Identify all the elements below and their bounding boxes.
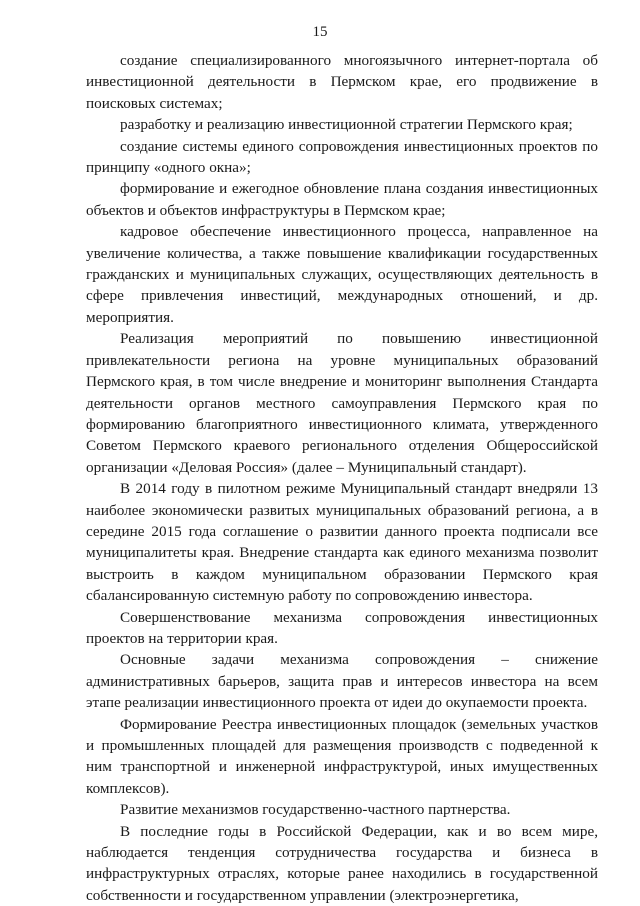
paragraph-sites-registry: Формирование Реестра инвестиционных площадок (земельных участков и промышленных площадей для размещения производств с подведенной к ним транспортной и инженерной инфраструктурой, иных имущественных комплексов). (86, 715, 598, 797)
document-body (86, 50, 598, 906)
paragraph-one-window: создание системы единого сопровождения инвестиционных проектов по принципу «одного окна»; (86, 137, 598, 177)
page-number: 15 (312, 24, 328, 40)
paragraph-pilot-2014: В 2014 году в пилотном режиме Муниципальный стандарт внедряли 13 наиболее экономически развитых муниципальных образований региона, а в середине 2015 года соглашение о развитии данного проекта подписали все муниципалитеты края. Внедрение стандарта как единого механизма позволит выстроить в каждом муниципальном образовании Пермского края сбалансированную системную работу по сопровождению инвестора. (86, 480, 598, 605)
paragraph-support-mechanism: Совершенствование механизма сопровождения инвестиционных проектов на территории края. (86, 608, 598, 647)
paragraph-recent-years: В последние годы в Российской Федерации, как и во всем мире, наблюдается тенденция сотрудничества государства и бизнеса в инфраструктурных отраслях, которые ранее находились в государственной собственности и государственном управлении (электроэнергетика, (86, 822, 598, 904)
paragraph-strategy: разработку и реализацию инвестиционной стратегии Пермского края; (120, 116, 573, 134)
paragraph-main-tasks: Основные задачи механизма сопровождения – снижение административных барьеров, защита прав и интересов инвестора на всем этапе реализации инвестиционного проекта от идеи до окупаемости проекта. (86, 651, 598, 712)
paragraph-portal: создание специализированного многоязычного интернет-портала об инвестиционной деятельности в Пермском крае, его продвижение в поисковых системах; (86, 52, 598, 112)
paragraph-ppp: Развитие механизмов государственно-частного партнерства. (120, 801, 511, 819)
paragraph-infrastructure-plan: формирование и ежегодное обновление плана создания инвестиционных объектов и объектов инфраструктуры в Пермском крае; (86, 180, 598, 219)
paragraph-municipal-standard: Реализация мероприятий по повышению инвестиционной привлекательности региона на уровне муниципальных образований Пермского края, в том числе внедрение и мониторинг выполнения Стандарта деятельности органов местного самоуправления Пермского края по формированию благоприятного инвестиционного климата, утвержденного Советом Пермского краевого регионального отделения Общероссийской организации «Деловая Россия» (далее – Муниципальный стандарт). (86, 330, 598, 476)
paragraph-staffing: кадровое обеспечение инвестиционного процесса, направленное на увеличение количества, а также повышение квалификации государственных гражданских и муниципальных служащих, осуществляющих деятельность в сфере привлечения инвестиций, международных отношений, и др. мероприятия. (86, 223, 598, 326)
